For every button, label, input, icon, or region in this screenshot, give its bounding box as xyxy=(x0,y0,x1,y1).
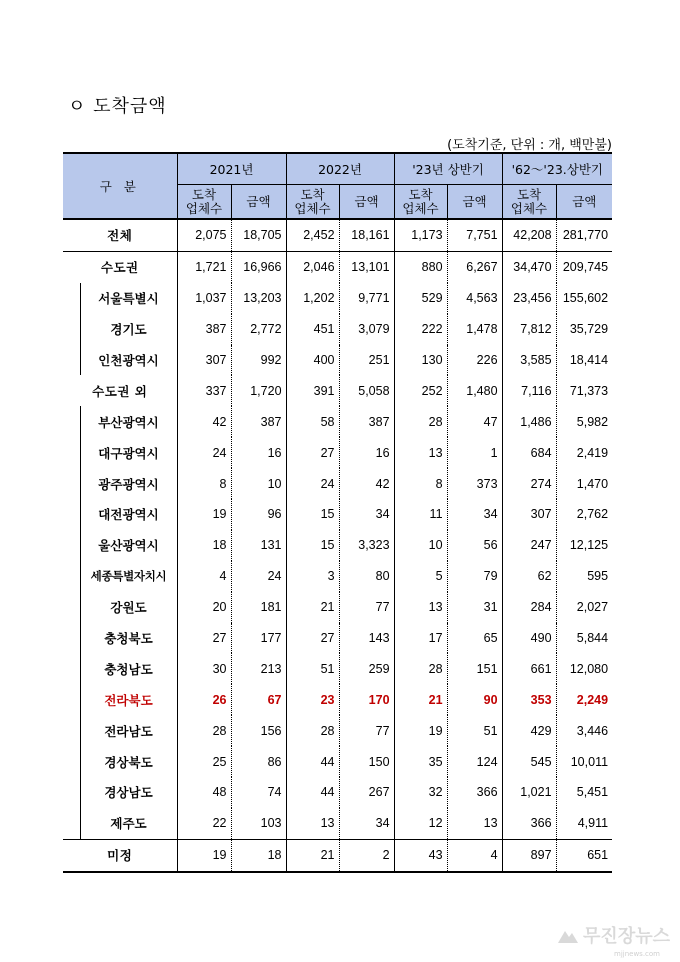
table-row xyxy=(63,314,612,345)
cell-value: 400 xyxy=(286,345,339,376)
cell-value: 5,058 xyxy=(339,375,394,406)
cell-value: 124 xyxy=(447,746,502,777)
cell-value: 19 xyxy=(394,715,447,746)
cell-value: 595 xyxy=(556,561,612,592)
cell-value: 13,101 xyxy=(339,251,394,282)
cell-value: 131 xyxy=(231,530,286,561)
cell-value: 56 xyxy=(447,530,502,561)
group-indent xyxy=(63,561,80,592)
row-label: 인천광역시 xyxy=(80,345,177,376)
group-indent xyxy=(63,283,80,314)
cell-value: 77 xyxy=(339,715,394,746)
cell-value: 490 xyxy=(502,623,556,654)
cell-value: 18 xyxy=(231,839,286,871)
cell-value: 3,585 xyxy=(502,345,556,376)
cell-value: 10,011 xyxy=(556,746,612,777)
cell-value: 387 xyxy=(231,406,286,437)
cell-value: 366 xyxy=(502,808,556,839)
table-row xyxy=(63,715,612,746)
subheader-count-line2: 업체수 xyxy=(294,200,331,216)
cell-value: 12,125 xyxy=(556,530,612,561)
group-indent xyxy=(63,592,80,623)
cell-value: 51 xyxy=(447,715,502,746)
cell-value: 5 xyxy=(394,561,447,592)
cell-value: 80 xyxy=(339,561,394,592)
subheader-count-line1: 도착 xyxy=(408,186,433,202)
cell-value: 992 xyxy=(231,345,286,376)
group-indent xyxy=(63,499,80,530)
row-label: 대구광역시 xyxy=(80,437,177,468)
table-row xyxy=(63,406,612,437)
row-label: 강원도 xyxy=(80,592,177,623)
arrival-amount-table xyxy=(63,152,612,873)
cell-value: 8 xyxy=(177,468,231,499)
row-label: 부산광역시 xyxy=(80,406,177,437)
cell-value: 897 xyxy=(502,839,556,871)
cell-value: 13,203 xyxy=(231,283,286,314)
cell-value: 143 xyxy=(339,623,394,654)
subheader-amount-1: 금액 xyxy=(339,185,394,220)
row-label: 충청북도 xyxy=(80,623,177,654)
cell-value: 2,772 xyxy=(231,314,286,345)
cell-value: 10 xyxy=(394,530,447,561)
subheader-count-1 xyxy=(286,185,339,220)
cell-value: 12,080 xyxy=(556,653,612,684)
cell-value: 4 xyxy=(447,839,502,871)
section-title: ㅇ 도착금액 xyxy=(68,96,167,117)
cell-value: 86 xyxy=(231,746,286,777)
cell-value: 1,480 xyxy=(447,375,502,406)
header-period-2023h1: '23년 상반기 xyxy=(394,153,502,185)
row-label: 울산광역시 xyxy=(80,530,177,561)
cell-value: 24 xyxy=(286,468,339,499)
group-indent xyxy=(63,314,80,345)
cell-value: 4,563 xyxy=(447,283,502,314)
row-label: 수도권 외 xyxy=(92,383,148,399)
table-row xyxy=(63,839,612,871)
table-row xyxy=(63,561,612,592)
cell-value: 267 xyxy=(339,777,394,808)
cell-value: 23 xyxy=(286,684,339,715)
cell-value: 16 xyxy=(231,437,286,468)
cell-value: 5,844 xyxy=(556,623,612,654)
table-row xyxy=(63,592,612,623)
cell-value: 1,037 xyxy=(177,283,231,314)
cell-value: 35 xyxy=(394,746,447,777)
cell-value: 7,116 xyxy=(502,375,556,406)
group-indent xyxy=(63,777,80,808)
header-category: 구 분 xyxy=(63,153,177,219)
cell-value: 16 xyxy=(339,437,394,468)
table-row xyxy=(63,251,612,282)
cell-value: 684 xyxy=(502,437,556,468)
table-row xyxy=(63,530,612,561)
cell-value: 4,911 xyxy=(556,808,612,839)
cell-value: 44 xyxy=(286,746,339,777)
subheader-count-line2: 업체수 xyxy=(510,200,548,216)
mountain-logo-icon xyxy=(557,926,579,944)
cell-value: 12 xyxy=(394,808,447,839)
cell-value: 226 xyxy=(447,345,502,376)
cell-value: 20 xyxy=(177,592,231,623)
cell-value: 651 xyxy=(556,839,612,871)
table-row xyxy=(63,623,612,654)
cell-value: 62 xyxy=(502,561,556,592)
cell-value: 209,745 xyxy=(556,251,612,282)
watermark-sub: mjjnews.com xyxy=(614,950,660,958)
cell-value: 77 xyxy=(339,592,394,623)
group-indent xyxy=(63,437,80,468)
cell-value: 34,470 xyxy=(502,251,556,282)
table-row xyxy=(63,375,612,406)
cell-value: 222 xyxy=(394,314,447,345)
cell-value: 2,249 xyxy=(556,684,612,715)
cell-value: 28 xyxy=(394,653,447,684)
cell-value: 387 xyxy=(177,314,231,345)
row-label: 수도권 xyxy=(63,251,177,282)
cell-value: 2,419 xyxy=(556,437,612,468)
cell-value: 65 xyxy=(447,623,502,654)
cell-value: 23,456 xyxy=(502,283,556,314)
subheader-count-line2: 업체수 xyxy=(185,200,223,216)
cell-value: 44 xyxy=(286,777,339,808)
cell-value: 2,452 xyxy=(286,219,339,251)
header-period-cumulative: '62～'23.상반기 xyxy=(502,153,612,185)
cell-value: 28 xyxy=(286,715,339,746)
subheader-amount-3: 금액 xyxy=(556,185,612,220)
cell-value: 90 xyxy=(447,684,502,715)
subheader-count-3 xyxy=(502,185,556,220)
cell-value: 13 xyxy=(447,808,502,839)
cell-value: 42 xyxy=(177,406,231,437)
cell-value: 43 xyxy=(394,839,447,871)
cell-value: 21 xyxy=(394,684,447,715)
cell-value: 74 xyxy=(231,777,286,808)
cell-value: 353 xyxy=(502,684,556,715)
cell-value: 19 xyxy=(177,499,231,530)
cell-value: 213 xyxy=(231,653,286,684)
cell-value: 1,470 xyxy=(556,468,612,499)
cell-value: 31 xyxy=(447,592,502,623)
table-row xyxy=(63,653,612,684)
cell-value: 391 xyxy=(286,375,339,406)
cell-value: 545 xyxy=(502,746,556,777)
cell-value: 1,721 xyxy=(177,251,231,282)
cell-value: 1 xyxy=(447,437,502,468)
cell-value: 1,173 xyxy=(394,219,447,251)
group-indent xyxy=(63,623,80,654)
unit-note: (도착기준, 단위 : 개, 백만불) xyxy=(447,138,612,153)
row-label: 전라남도 xyxy=(80,715,177,746)
cell-value: 24 xyxy=(231,561,286,592)
watermark xyxy=(557,922,670,948)
cell-value: 170 xyxy=(339,684,394,715)
cell-value: 6,267 xyxy=(447,251,502,282)
cell-value: 47 xyxy=(447,406,502,437)
cell-value: 529 xyxy=(394,283,447,314)
cell-value: 13 xyxy=(394,592,447,623)
subheader-amount-0: 금액 xyxy=(231,185,286,220)
cell-value: 429 xyxy=(502,715,556,746)
cell-value: 28 xyxy=(177,715,231,746)
cell-value: 284 xyxy=(502,592,556,623)
cell-value: 1,478 xyxy=(447,314,502,345)
cell-value: 25 xyxy=(177,746,231,777)
cell-value: 2,027 xyxy=(556,592,612,623)
row-label: 대전광역시 xyxy=(80,499,177,530)
cell-value: 51 xyxy=(286,653,339,684)
cell-value: 21 xyxy=(286,592,339,623)
group-indent xyxy=(63,808,80,839)
cell-value: 251 xyxy=(339,345,394,376)
cell-value: 307 xyxy=(502,499,556,530)
cell-value: 10 xyxy=(231,468,286,499)
row-label: 전라북도 xyxy=(80,684,177,715)
group-indent xyxy=(63,684,80,715)
cell-value: 281,770 xyxy=(556,219,612,251)
cell-value: 3 xyxy=(286,561,339,592)
subheader-amount-2: 금액 xyxy=(447,185,502,220)
cell-value: 16,966 xyxy=(231,251,286,282)
cell-value: 247 xyxy=(502,530,556,561)
row-label: 경상남도 xyxy=(80,777,177,808)
cell-value: 451 xyxy=(286,314,339,345)
group-indent xyxy=(63,746,80,777)
table-row xyxy=(63,746,612,777)
cell-value: 1,021 xyxy=(502,777,556,808)
cell-value: 1,486 xyxy=(502,406,556,437)
row-label: 경상북도 xyxy=(80,746,177,777)
row-label: 광주광역시 xyxy=(80,468,177,499)
group-indent xyxy=(63,653,80,684)
cell-value: 79 xyxy=(447,561,502,592)
row-label: 미정 xyxy=(63,839,177,871)
cell-value: 880 xyxy=(394,251,447,282)
cell-value: 3,323 xyxy=(339,530,394,561)
cell-value: 34 xyxy=(447,499,502,530)
cell-value: 21 xyxy=(286,839,339,871)
cell-value: 5,451 xyxy=(556,777,612,808)
subheader-count-line1: 도착 xyxy=(191,186,217,202)
cell-value: 32 xyxy=(394,777,447,808)
cell-value: 9,771 xyxy=(339,283,394,314)
table-row xyxy=(63,684,612,715)
header-period-2021: 2021년 xyxy=(177,153,286,185)
cell-value: 387 xyxy=(339,406,394,437)
table-row xyxy=(63,437,612,468)
cell-value: 35,729 xyxy=(556,314,612,345)
subheader-count-line1: 도착 xyxy=(300,186,325,202)
watermark-text: 무진장뉴스 xyxy=(583,926,670,947)
cell-value: 27 xyxy=(286,623,339,654)
cell-value: 1,202 xyxy=(286,283,339,314)
header-period-2022: 2022년 xyxy=(286,153,394,185)
cell-value: 24 xyxy=(177,437,231,468)
cell-value: 42,208 xyxy=(502,219,556,251)
cell-value: 3,079 xyxy=(339,314,394,345)
cell-value: 34 xyxy=(339,499,394,530)
table-row xyxy=(63,777,612,808)
cell-value: 155,602 xyxy=(556,283,612,314)
cell-value: 181 xyxy=(231,592,286,623)
table-row xyxy=(63,808,612,839)
cell-value: 2,046 xyxy=(286,251,339,282)
cell-value: 58 xyxy=(286,406,339,437)
table-row xyxy=(63,219,612,251)
cell-value: 27 xyxy=(286,437,339,468)
table-row xyxy=(63,345,612,376)
cell-value: 7,812 xyxy=(502,314,556,345)
cell-value: 373 xyxy=(447,468,502,499)
cell-value: 27 xyxy=(177,623,231,654)
table-row xyxy=(63,468,612,499)
cell-value: 150 xyxy=(339,746,394,777)
cell-value: 337 xyxy=(177,375,231,406)
cell-value: 48 xyxy=(177,777,231,808)
cell-value: 26 xyxy=(177,684,231,715)
subheader-count-line1: 도착 xyxy=(516,186,542,202)
cell-value: 151 xyxy=(447,653,502,684)
group-indent xyxy=(63,530,80,561)
cell-value: 13 xyxy=(394,437,447,468)
cell-value: 1,720 xyxy=(231,375,286,406)
subheader-count-line2: 업체수 xyxy=(402,200,439,216)
cell-value: 2,762 xyxy=(556,499,612,530)
cell-value: 18 xyxy=(177,530,231,561)
cell-value: 30 xyxy=(177,653,231,684)
group-indent xyxy=(63,345,80,376)
cell-value: 19 xyxy=(177,839,231,871)
cell-value: 18,161 xyxy=(339,219,394,251)
cell-value: 34 xyxy=(339,808,394,839)
row-label: 세종특별자치시 xyxy=(80,561,177,592)
group-indent xyxy=(63,406,80,437)
cell-value: 307 xyxy=(177,345,231,376)
cell-value: 2 xyxy=(339,839,394,871)
cell-value: 96 xyxy=(231,499,286,530)
cell-value: 3,446 xyxy=(556,715,612,746)
table-row xyxy=(63,499,612,530)
row-label: 서울특별시 xyxy=(80,283,177,314)
group-indent xyxy=(63,468,80,499)
cell-value: 15 xyxy=(286,499,339,530)
cell-value: 11 xyxy=(394,499,447,530)
cell-value: 71,373 xyxy=(556,375,612,406)
cell-value: 4 xyxy=(177,561,231,592)
cell-value: 177 xyxy=(231,623,286,654)
cell-value: 18,414 xyxy=(556,345,612,376)
cell-value: 15 xyxy=(286,530,339,561)
cell-value: 130 xyxy=(394,345,447,376)
cell-value: 252 xyxy=(394,375,447,406)
cell-value: 42 xyxy=(339,468,394,499)
subheader-count-0 xyxy=(177,185,231,220)
row-label: 제주도 xyxy=(80,808,177,839)
cell-value: 661 xyxy=(502,653,556,684)
cell-value: 103 xyxy=(231,808,286,839)
cell-value: 5,982 xyxy=(556,406,612,437)
cell-value: 28 xyxy=(394,406,447,437)
cell-value: 22 xyxy=(177,808,231,839)
row-label: 충청남도 xyxy=(80,653,177,684)
cell-value: 274 xyxy=(502,468,556,499)
cell-value: 366 xyxy=(447,777,502,808)
group-indent xyxy=(63,715,80,746)
row-label: 경기도 xyxy=(80,314,177,345)
cell-value: 259 xyxy=(339,653,394,684)
table-row xyxy=(63,283,612,314)
cell-value: 7,751 xyxy=(447,219,502,251)
cell-value: 18,705 xyxy=(231,219,286,251)
cell-value: 2,075 xyxy=(177,219,231,251)
cell-value: 13 xyxy=(286,808,339,839)
cell-value: 67 xyxy=(231,684,286,715)
row-label: 전체 xyxy=(63,219,177,251)
subheader-count-2 xyxy=(394,185,447,220)
cell-value: 17 xyxy=(394,623,447,654)
cell-value: 156 xyxy=(231,715,286,746)
cell-value: 8 xyxy=(394,468,447,499)
